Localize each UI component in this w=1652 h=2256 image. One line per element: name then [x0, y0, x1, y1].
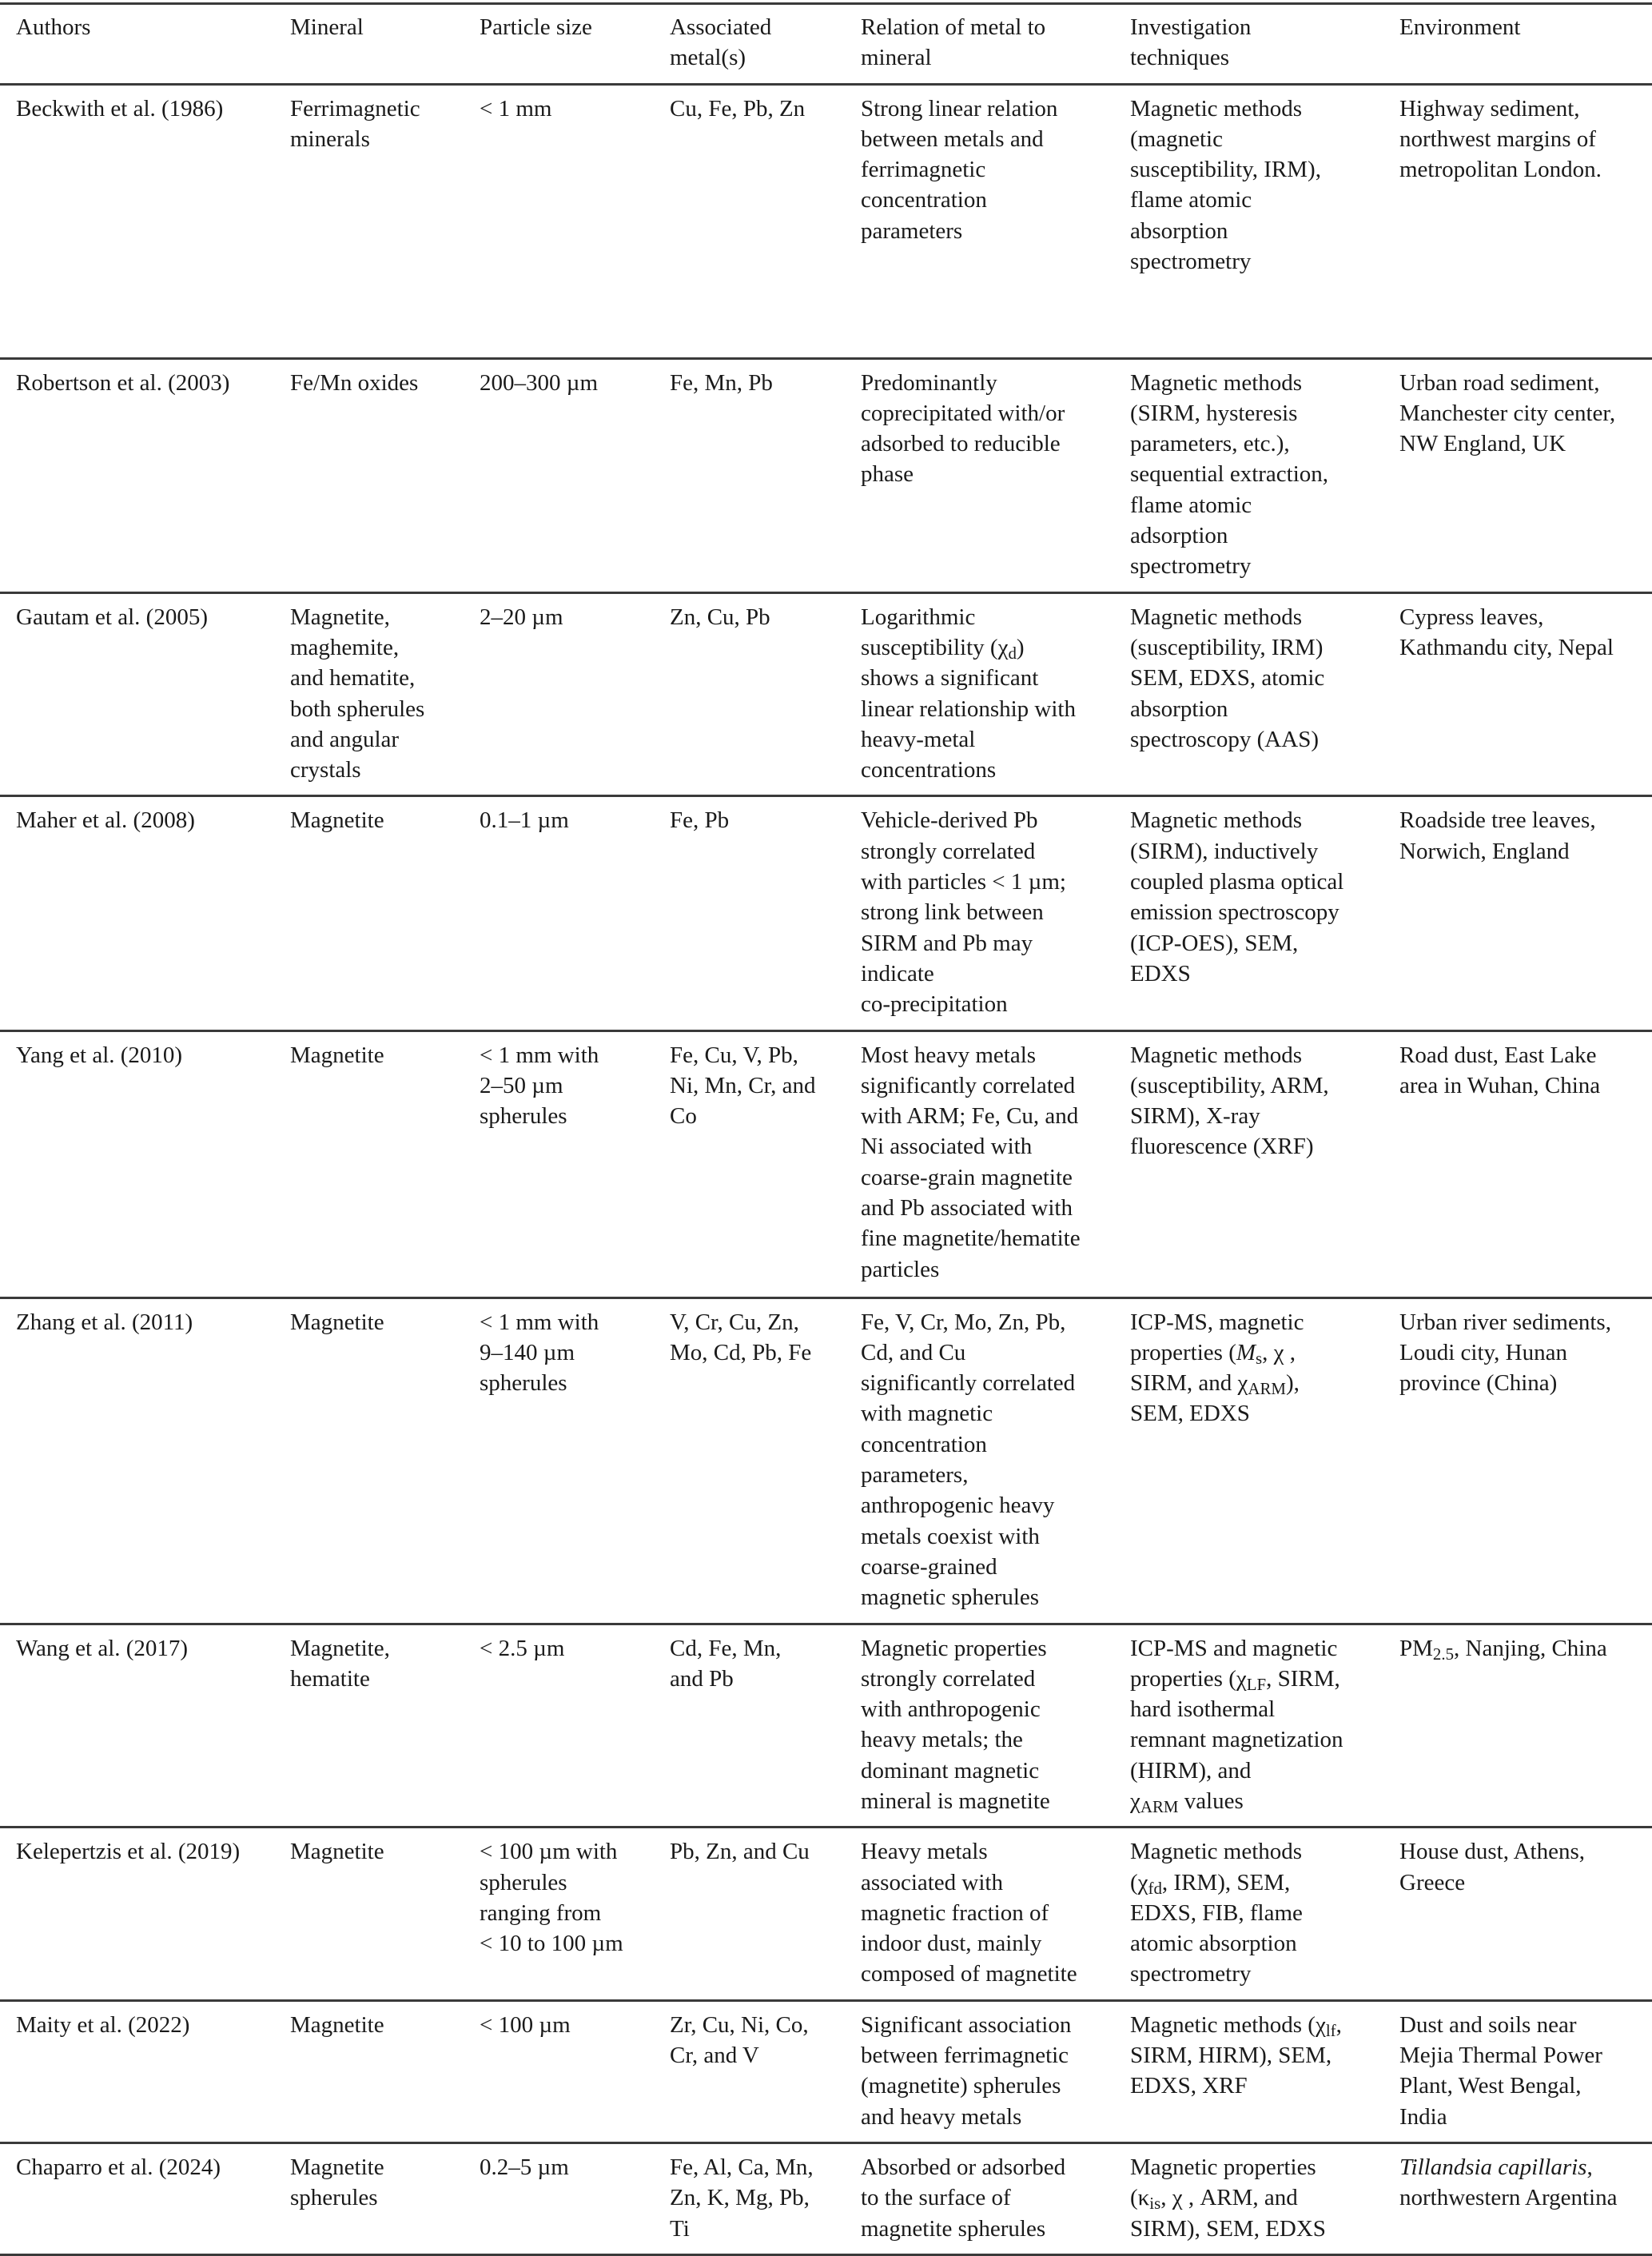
- subscript: LF: [1246, 1675, 1267, 1695]
- cell-environment: House dust, Athens, Greece: [1399, 1839, 1585, 1895]
- techniques-text: Magnetic methods (χ: [1130, 1839, 1303, 1895]
- cell-relation: Vehicle-derived Pb strongly correlated with particles < 1 µm; strong link between SIRM and Pb may indicate co-precipitation: [861, 807, 1066, 1018]
- cell-particle-size: < 2.5 µm: [480, 1635, 565, 1661]
- table-row: [0, 1828, 1652, 2000]
- cell-authors: Kelepertzis et al. (2019): [16, 1839, 241, 1865]
- table-row: [0, 2142, 1652, 2254]
- cell-mineral: Magnetite: [290, 1839, 384, 1865]
- cell-particle-size: < 100 µm: [480, 2011, 571, 2038]
- cell-mineral: Magnetite: [290, 1042, 384, 1068]
- header-mineral: Mineral: [290, 14, 364, 40]
- cell-metals: Cu, Fe, Pb, Zn: [670, 95, 806, 122]
- cell-techniques: [1114, 2000, 1383, 2142]
- techniques-text: , IRM), SEM, EDXS, FIB, flame atomic absorption spectrometry: [1130, 1869, 1303, 1987]
- cell-relation: Fe, V, Cr, Mo, Zn, Pb, Cd, and Cu significantly correlated with magnetic concentration parameters, anthropogenic heavy metals coexist with coarse-grained magnetic spherules: [861, 1309, 1076, 1611]
- techniques-text: Magnetic properties (κ: [1130, 2154, 1316, 2211]
- cell-metals: Zn, Cu, Pb: [670, 604, 770, 630]
- cell-mineral: Magnetite spherules: [290, 2154, 384, 2211]
- cell-environment: Roadside tree leaves, Norwich, England: [1399, 807, 1596, 864]
- cell-relation: Heavy metals associated with magnetic fraction of indoor dust, mainly composed of magnetite: [861, 1839, 1077, 1987]
- cell-mineral: Ferrimagnetic minerals: [290, 95, 420, 152]
- cell-relation: Predominantly coprecipitated with/or adsorbed to reducible phase: [861, 369, 1065, 488]
- cell-environment: Urban road sediment, Manchester city center, NW England, UK: [1399, 369, 1616, 457]
- cell-authors: Zhang et al. (2011): [16, 1309, 193, 1335]
- subscript: ARM: [1248, 1379, 1286, 1399]
- environment-text: PM: [1399, 1635, 1433, 1661]
- cell-environment: [1383, 2142, 1652, 2254]
- header-relation: Relation of metal to mineral: [861, 14, 1046, 71]
- cell-particle-size: 0.2–5 µm: [480, 2154, 569, 2180]
- cell-authors: Beckwith et al. (1986): [16, 95, 224, 122]
- cell-environment: [1383, 1624, 1652, 1828]
- cell-mineral: Magnetite: [290, 2011, 384, 2038]
- table-row: [0, 2000, 1652, 2142]
- table-row: [0, 796, 1652, 1030]
- cell-mineral: Magnetite: [290, 1309, 384, 1335]
- cell-mineral: Fe/Mn oxides: [290, 369, 419, 396]
- cell-techniques: [1114, 1828, 1383, 2000]
- cell-metals: Pb, Zn, and Cu: [670, 1839, 810, 1865]
- cell-particle-size: < 1 mm with 9–140 µm spherules: [480, 1309, 599, 1397]
- cell-relation: Most heavy metals significantly correlated with ARM; Fe, Cu, and Ni associated with coarse-grain magnetite and Pb associated with fine magnetite/hematite particles: [861, 1042, 1081, 1282]
- header-environment: Environment: [1399, 14, 1521, 40]
- cell-relation: Magnetic properties strongly correlated with anthropogenic heavy metals; the dominant magnetic mineral is magnetite: [861, 1635, 1050, 1814]
- cell-techniques: [1114, 1624, 1383, 1828]
- subscript: ARM: [1140, 1797, 1179, 1817]
- cell-authors: Maity et al. (2022): [16, 2011, 190, 2038]
- cell-authors: Yang et al. (2010): [16, 1042, 183, 1068]
- cell-metals: Fe, Al, Ca, Mn, Zn, K, Mg, Pb, Ti: [670, 2154, 814, 2242]
- symbol-italic: M: [1236, 1339, 1256, 1365]
- table-row: [0, 358, 1652, 592]
- techniques-text: values: [1178, 1788, 1244, 1814]
- cell-techniques: Magnetic methods (susceptibility, ARM, SIRM), X-ray fluorescence (XRF): [1130, 1042, 1329, 1160]
- metal-mineral-association-table: [0, 2, 1652, 2256]
- cell-techniques: Magnetic methods (susceptibility, IRM) SEM, EDXS, atomic absorption spectroscopy (AAS): [1130, 604, 1325, 752]
- cell-particle-size: < 1 mm with 2–50 µm spherules: [480, 1042, 599, 1130]
- techniques-text: , χ , SIRM, and χ: [1130, 1339, 1296, 1397]
- relation-text: Logarithmic susceptibility (χ: [861, 604, 1009, 660]
- cell-authors: Maher et al. (2008): [16, 807, 195, 834]
- techniques-text: Magnetic methods (χ: [1130, 2011, 1326, 2038]
- subscript: d: [1008, 644, 1017, 664]
- cell-metals: Zr, Cu, Ni, Co, Cr, and V: [670, 2011, 809, 2069]
- techniques-text: ICP-MS and magnetic properties (χ: [1130, 1635, 1338, 1692]
- table-row: [0, 1624, 1652, 1828]
- cell-techniques: Magnetic methods (SIRM), inductively coupled plasma optical emission spectroscopy (ICP-OES), SEM, EDXS: [1130, 807, 1344, 987]
- cell-metals: Fe, Pb: [670, 807, 730, 834]
- cell-mineral: Magnetite: [290, 807, 384, 834]
- subscript: lf: [1325, 2020, 1336, 2040]
- cell-relation: Strong linear relation between metals and ferrimagnetic concentration parameters: [861, 95, 1058, 244]
- cell-relation: Significant association between ferrimagnetic (magnetite) spherules and heavy metals: [861, 2011, 1072, 2130]
- cell-particle-size: < 1 mm: [480, 95, 552, 122]
- cell-techniques: [1114, 2142, 1383, 2254]
- techniques-text: , χ , ARM, and SIRM), SEM, EDXS: [1130, 2185, 1326, 2242]
- techniques-text: , SIRM, HIRM), SEM, EDXS, XRF: [1130, 2011, 1342, 2099]
- cell-environment: Cypress leaves, Kathmandu city, Nepal: [1399, 604, 1614, 660]
- cell-techniques: Magnetic methods (SIRM, hysteresis parameters, etc.), sequential extraction, flame atomic adsorption spectrometry: [1130, 369, 1329, 580]
- table-row: [0, 1030, 1652, 1297]
- cell-metals: Fe, Cu, V, Pb, Ni, Mn, Cr, and Co: [670, 1042, 816, 1130]
- cell-authors: Wang et al. (2017): [16, 1635, 189, 1661]
- environment-text: , northwestern Argentina: [1399, 2154, 1618, 2211]
- techniques-text: ), SEM, EDXS: [1130, 1370, 1300, 1427]
- header-investigation-techniques: Investigation techniques: [1130, 14, 1252, 71]
- header-associated-metals: Associated metal(s): [670, 14, 772, 71]
- subscript: is: [1149, 2194, 1161, 2214]
- relation-text: ) shows a significant linear relationship with heavy-metal concentrations: [861, 634, 1076, 783]
- cell-particle-size: < 100 µm with spherules ranging from < 10 to 100 µm: [480, 1839, 623, 1957]
- cell-relation: [845, 592, 1114, 796]
- table-row: [0, 84, 1652, 358]
- cell-environment: Urban river sediments, Loudi city, Hunan province (China): [1399, 1309, 1611, 1397]
- cell-authors: Chaparro et al. (2024): [16, 2154, 221, 2180]
- cell-metals: Fe, Mn, Pb: [670, 369, 773, 396]
- table-row: [0, 592, 1652, 796]
- table-row: [0, 1297, 1652, 1624]
- cell-environment: Dust and soils near Mejia Thermal Power Plant, West Bengal, India: [1399, 2011, 1602, 2130]
- cell-metals: Cd, Fe, Mn, and Pb: [670, 1635, 782, 1692]
- cell-environment: Highway sediment, northwest margins of metropolitan London.: [1399, 95, 1602, 183]
- cell-relation: Absorbed or adsorbed to the surface of magnetite spherules: [861, 2154, 1066, 2242]
- subscript: 2.5: [1432, 1644, 1455, 1664]
- cell-particle-size: 0.1–1 µm: [480, 807, 569, 834]
- techniques-text: , SIRM, hard isothermal remnant magnetization (HIRM), and χ: [1130, 1665, 1343, 1814]
- subscript: s: [1256, 1349, 1263, 1369]
- cell-authors: Robertson et al. (2003): [16, 369, 230, 396]
- environment-text: , Nanjing, China: [1454, 1635, 1607, 1661]
- table-header-row: [0, 4, 1652, 85]
- header-particle-size: Particle size: [480, 14, 592, 40]
- cell-mineral: Magnetite, hematite: [290, 1635, 390, 1692]
- header-authors: Authors: [16, 14, 91, 40]
- cell-environment: Road dust, East Lake area in Wuhan, China: [1399, 1042, 1601, 1098]
- species-name-italic: Tillandsia capillaris: [1399, 2154, 1587, 2180]
- subscript: fd: [1148, 1878, 1162, 1898]
- cell-metals: V, Cr, Cu, Zn, Mo, Cd, Pb, Fe: [670, 1309, 812, 1365]
- cell-techniques: Magnetic methods (magnetic susceptibility, IRM), flame atomic absorption spectrometry: [1130, 95, 1321, 275]
- techniques-text: ICP-MS, magnetic properties (: [1130, 1309, 1304, 1365]
- cell-techniques: [1114, 1297, 1383, 1624]
- cell-authors: Gautam et al. (2005): [16, 604, 208, 630]
- cell-particle-size: 200–300 µm: [480, 369, 599, 396]
- cell-mineral: Magnetite, maghemite, and hematite, both spherules and angular crystals: [290, 604, 425, 783]
- cell-particle-size: 2–20 µm: [480, 604, 563, 630]
